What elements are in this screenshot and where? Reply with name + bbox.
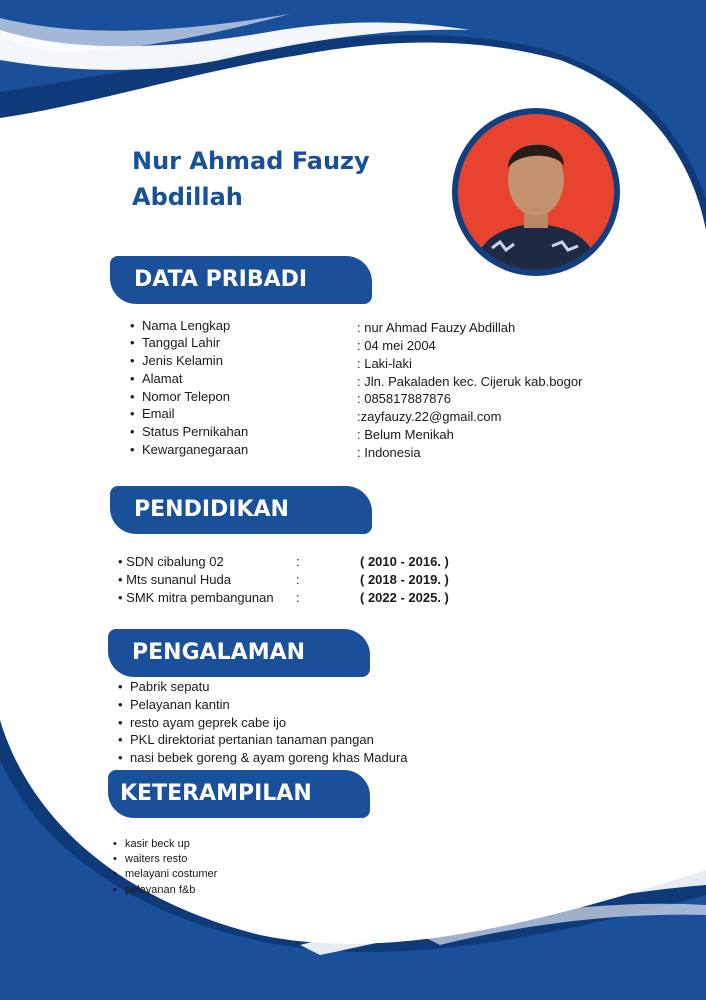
education-school: • Mts sunanul Huda	[118, 572, 231, 587]
education-separator: :	[296, 590, 300, 605]
name-line-1: Nur Ahmad Fauzy	[132, 147, 370, 175]
education-years: ( 2022 - 2025. )	[360, 590, 449, 605]
personal-value: :zayfauzy.22@gmail.com	[357, 409, 502, 424]
education-separator: :	[296, 572, 300, 587]
section-header-personal: DATA PRIBADI	[110, 256, 372, 304]
personal-label: • Jenis Kelamin	[142, 352, 223, 370]
section-header-skills: KETERAMPILAN	[108, 770, 370, 818]
education-separator: :	[296, 554, 300, 569]
personal-label: • Nama Lengkap	[142, 317, 230, 335]
skill-item: • melayani costumer	[125, 867, 217, 882]
personal-value: : nur Ahmad Fauzy Abdillah	[357, 320, 516, 335]
experience-item: • nasi bebek goreng & ayam goreng khas Madura	[130, 749, 408, 767]
personal-label: • Tanggal Lahir	[142, 334, 220, 352]
education-school: • SMK mitra pembangunan	[118, 590, 274, 605]
personal-value: : 04 mei 2004	[357, 338, 436, 353]
name-line-2: Abdillah	[132, 183, 243, 211]
education-years: ( 2018 - 2019. )	[360, 572, 449, 587]
experience-item: • resto ayam geprek cabe ijo	[130, 714, 286, 732]
skill-item: • pelayanan f&b	[125, 883, 195, 898]
personal-label: • Status Pernikahan	[142, 423, 248, 441]
education-years: ( 2010 - 2016. )	[360, 554, 449, 569]
personal-label: • Nomor Telepon	[142, 388, 230, 406]
personal-value: : Laki-laki	[357, 356, 412, 371]
personal-label: • Kewarganegaraan	[142, 441, 248, 459]
skill-item: • kasir beck up	[125, 837, 190, 852]
personal-value: : 085817887876	[357, 391, 451, 406]
experience-item: • Pabrik sepatu	[130, 678, 210, 696]
section-header-experience: PENGALAMAN	[108, 629, 370, 677]
personal-value: : Belum Menikah	[357, 427, 454, 442]
personal-value: : Jln. Pakaladen kec. Cijeruk kab.bogor	[357, 374, 583, 389]
experience-item: • Pelayanan kantin	[130, 696, 230, 714]
experience-item: • PKL direktoriat pertanian tanaman pangan	[130, 731, 374, 749]
profile-photo	[452, 108, 620, 276]
section-header-education: PENDIDIKAN	[110, 486, 372, 534]
personal-label: • Email	[142, 405, 175, 423]
personal-value: : Indonesia	[357, 445, 421, 460]
page-title	[132, 143, 370, 215]
personal-label: • Alamat	[142, 370, 182, 388]
skill-item: • waiters resto	[125, 852, 187, 867]
education-school: • SDN cibalung 02	[118, 554, 224, 569]
